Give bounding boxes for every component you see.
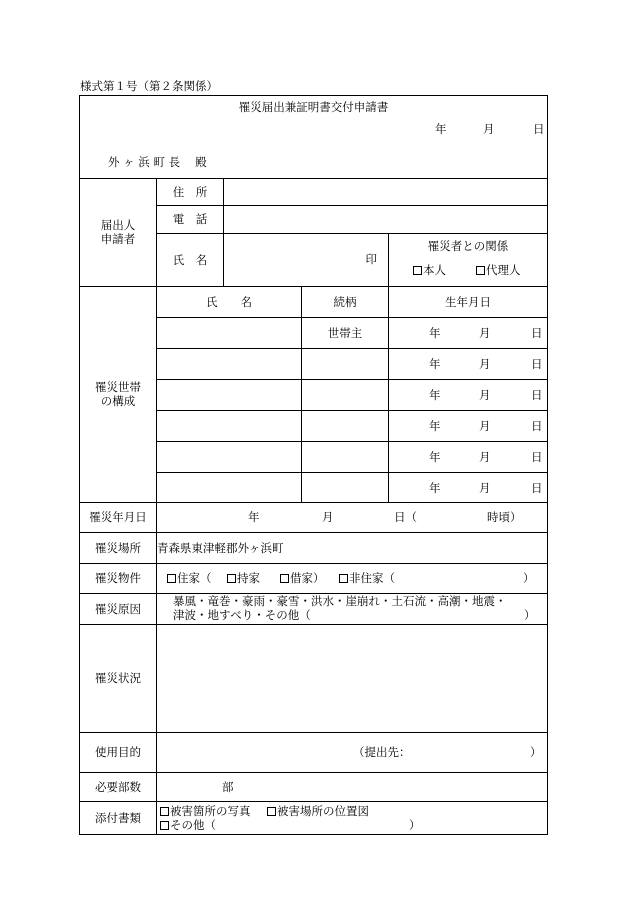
purpose-label: 使用目的: [80, 732, 157, 772]
member-relation-field[interactable]: [302, 441, 389, 472]
location-map-option[interactable]: 被害場所の位置図: [267, 804, 369, 818]
member-relation-field[interactable]: [302, 472, 389, 502]
copies-label: 必要部数: [80, 772, 157, 801]
member-name-field[interactable]: [157, 348, 302, 379]
disaster-date-label: 罹災年月日: [80, 502, 157, 532]
application-date: 年 月 日: [80, 118, 548, 152]
address-field[interactable]: [224, 178, 548, 205]
checkbox-icon[interactable]: [160, 807, 169, 816]
disaster-place-label: 罹災場所: [80, 532, 157, 563]
household-section-label: 罹災世帯 の構成: [80, 286, 157, 502]
checkbox-icon[interactable]: [167, 574, 176, 583]
form-number: 様式第１号（第２条関係）: [80, 79, 218, 93]
disaster-place-field[interactable]: 青森県東津軽郡外ヶ浜町: [157, 532, 548, 563]
disaster-cause-label: 罹災原因: [80, 593, 157, 624]
applicant-section-label: 届出人 申請者: [80, 178, 157, 286]
member-name-field[interactable]: [157, 410, 302, 441]
checkbox-icon[interactable]: [267, 807, 276, 816]
disaster-property-field: 住家（ 持家 借家） 非住家（ ）: [157, 563, 548, 593]
form-title: 罹災届出兼証明書交付申請書: [80, 96, 548, 118]
other-option[interactable]: その他（: [160, 818, 216, 832]
non-house-option[interactable]: 非住家（: [339, 571, 395, 585]
member-birth-field[interactable]: 年 月 日: [389, 472, 548, 502]
disaster-situation-label: 罹災状況: [80, 624, 157, 732]
member-name-field[interactable]: [157, 317, 302, 348]
member-birth-field[interactable]: 年 月 日: [389, 410, 548, 441]
disaster-situation-field[interactable]: [157, 624, 548, 732]
checkbox-icon[interactable]: [413, 266, 422, 275]
household-col-name: 氏 名: [157, 286, 302, 317]
checkbox-icon[interactable]: [227, 574, 236, 583]
seal-mark: 印: [365, 251, 377, 266]
relation-self-option[interactable]: 本人: [413, 263, 446, 277]
household-col-relation: 続柄: [302, 286, 389, 317]
purpose-field[interactable]: （提出先： ）: [157, 732, 548, 772]
address-label: 住 所: [157, 178, 224, 205]
checkbox-icon[interactable]: [339, 574, 348, 583]
member-name-field[interactable]: [157, 379, 302, 410]
member-birth-field[interactable]: 年 月 日: [389, 379, 548, 410]
checkbox-icon[interactable]: [280, 574, 289, 583]
member-relation-field: 世帯主: [302, 317, 389, 348]
member-relation-field[interactable]: [302, 379, 389, 410]
copies-field[interactable]: 部: [157, 772, 548, 801]
application-form-table: [79, 95, 548, 835]
phone-field[interactable]: [224, 205, 548, 233]
name-label: 氏 名: [157, 233, 224, 286]
checkbox-icon[interactable]: [476, 266, 485, 275]
attachments-field: 被害箇所の写真 被害場所の位置図 その他（ ）: [157, 801, 548, 834]
rented-option[interactable]: 借家）: [280, 571, 325, 585]
relation-options: [389, 259, 548, 286]
relation-agent-option[interactable]: 代理人: [476, 263, 521, 277]
phone-label: 電 話: [157, 205, 224, 233]
relation-label: 罹災者との関係: [389, 233, 548, 259]
disaster-date-field[interactable]: 年 月 日（ 時頃）: [157, 502, 548, 532]
disaster-property-label: 罹災物件: [80, 563, 157, 593]
member-relation-field[interactable]: [302, 410, 389, 441]
applicant-name-field[interactable]: [224, 233, 389, 286]
member-relation-field[interactable]: [302, 348, 389, 379]
member-name-field[interactable]: [157, 441, 302, 472]
photo-option[interactable]: 被害箇所の写真: [160, 804, 251, 818]
member-birth-field[interactable]: 年 月 日: [389, 317, 548, 348]
member-name-field[interactable]: [157, 472, 302, 502]
member-birth-field[interactable]: 年 月 日: [389, 441, 548, 472]
household-col-birth: 生年月日: [389, 286, 548, 317]
house-option[interactable]: 住家（: [167, 571, 212, 585]
addressee: 外 ヶ 浜 町 長 殿: [80, 152, 548, 179]
attachments-label: 添付書類: [80, 801, 157, 834]
member-birth-field[interactable]: 年 月 日: [389, 348, 548, 379]
owned-option[interactable]: 持家: [227, 571, 260, 585]
checkbox-icon[interactable]: [160, 821, 169, 830]
disaster-cause-field[interactable]: 暴風・竜巻・豪雨・豪雪・洪水・崖崩れ・土石流・高潮・地震・ 津波・地すべり・その他（ ）: [157, 593, 548, 624]
